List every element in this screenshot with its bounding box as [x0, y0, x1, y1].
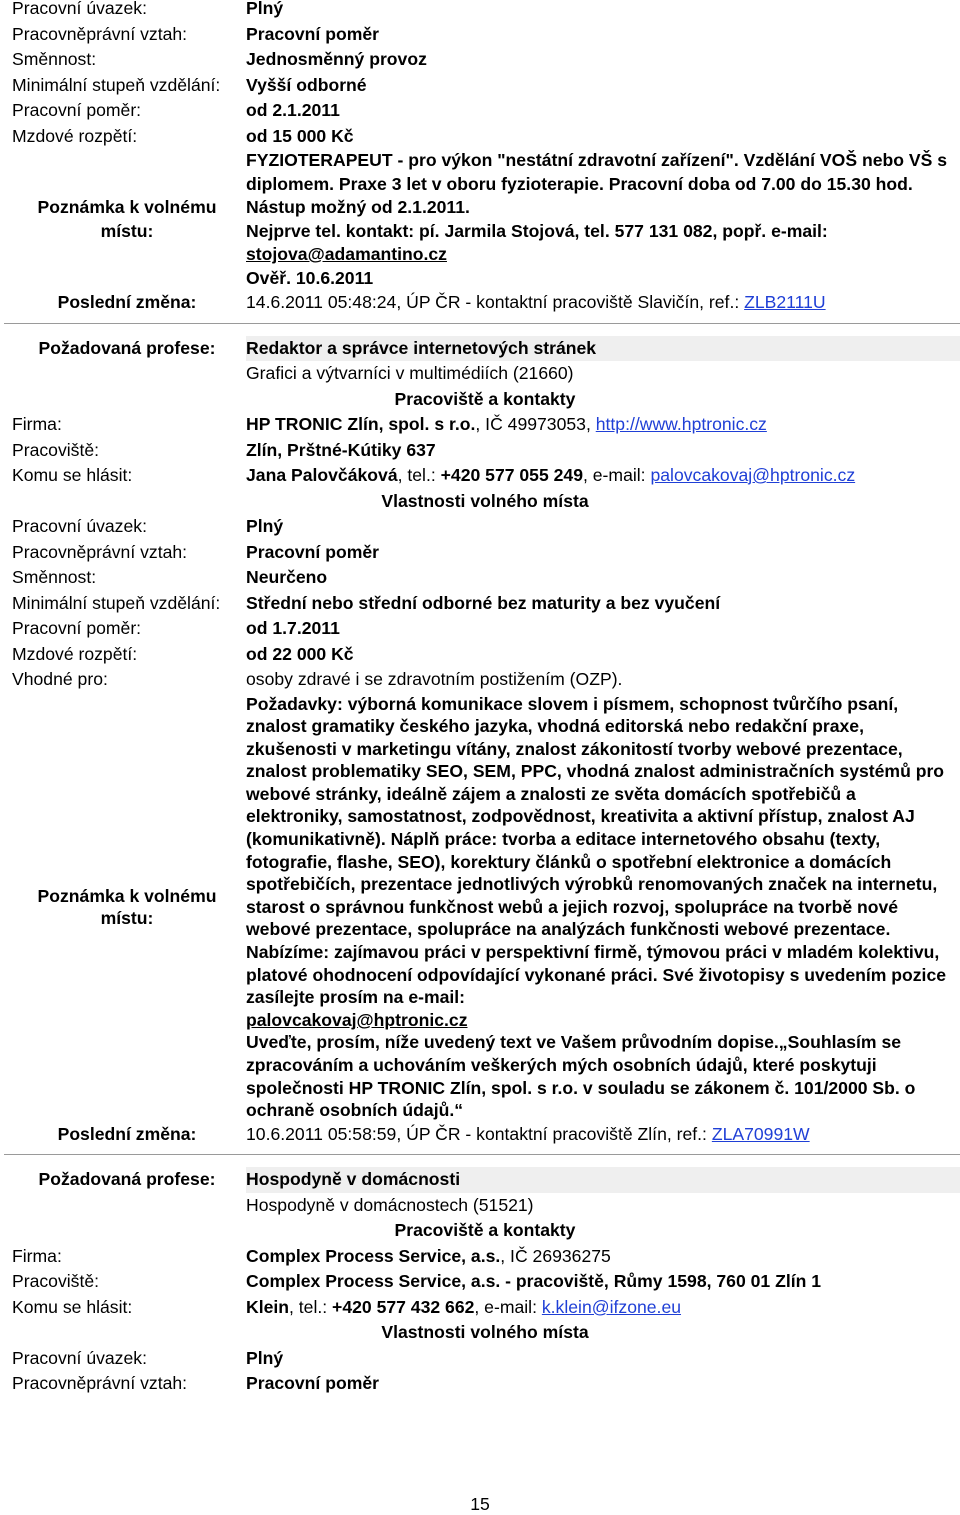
field-uvazek	[0, 0, 960, 22]
field-label: Mzdové rozpětí:	[12, 125, 138, 146]
company-name: HP TRONIC Zlín, spol. s r.o.	[246, 414, 476, 434]
field-vztah	[0, 1371, 960, 1397]
field-value	[246, 290, 960, 316]
field-smennost	[0, 47, 960, 73]
field-value	[246, 149, 960, 290]
profession-code: Hospodyně v domácnostech (51521)	[246, 1194, 534, 1215]
note-text: FYZIOTERAPEUT - pro výkon "nestátní zdravotní zařízení". Vzdělání VOŠ nebo VŠ s diplomem. Praxe 3 let v oboru fyzioterapie. Pracovní doba od 7.00 do 15.30 hod. Nástup možný od 2.1.2011. Nejprve tel. kontakt: pí. Jarmila Stojová, tel. 577 131 082, popř. e-mail:	[246, 150, 948, 241]
field-value: od 1.7.2011	[246, 618, 340, 638]
email-label: , e-mail:	[474, 1296, 542, 1317]
profession-title: Hospodyně v domácnosti	[246, 1167, 960, 1193]
contact-email-link[interactable]: k.klein@ifzone.eu	[541, 1296, 682, 1317]
field-label: Pracovněprávní vztah:	[12, 23, 188, 44]
note-email-link[interactable]: stojova@adamantino.cz	[246, 244, 447, 264]
field-uvazek	[0, 514, 960, 540]
field-profese	[0, 336, 960, 362]
field-label: Pracovní úvazek:	[12, 1347, 147, 1368]
field-label: Požadovaná profese:	[38, 1169, 216, 1190]
profession-code: Grafici a výtvarníci v multimédiích (21660)	[246, 363, 574, 383]
profession-title: Redaktor a správce internetových stránek	[246, 336, 960, 362]
field-value: Plný	[246, 0, 284, 18]
field-value: Pracovní poměr	[246, 23, 379, 44]
field-value: Jednosměnný provoz	[246, 49, 427, 69]
field-value: Plný	[246, 516, 284, 536]
field-vzdelani	[0, 73, 960, 99]
field-label: Pracovní poměr:	[12, 100, 142, 120]
field-label: Pracovní poměr:	[12, 618, 142, 638]
field-vztah	[0, 540, 960, 566]
page-number: 15	[470, 1494, 490, 1514]
field-value: Zlín, Prštné-Kútiky 637	[246, 439, 436, 460]
field-label: Poslední změna:	[57, 292, 197, 312]
field-value	[246, 1122, 960, 1148]
field-firma	[0, 1244, 960, 1270]
contact-phone: +420 577 432 662	[332, 1296, 475, 1317]
field-profese	[0, 1167, 960, 1193]
field-profese-sub	[0, 1193, 960, 1219]
field-label: Poslední změna:	[57, 1123, 197, 1144]
contact-name: Klein	[246, 1296, 290, 1317]
field-uvazek	[0, 1346, 960, 1372]
field-vhodne	[0, 667, 960, 693]
field-label: Pracoviště:	[12, 439, 100, 460]
field-rozpeti	[0, 642, 960, 668]
field-label: Firma:	[12, 414, 62, 434]
field-label: Komu se hlásit:	[12, 465, 133, 485]
field-vztah	[0, 22, 960, 48]
field-value: od 22 000 Kč	[246, 643, 354, 664]
email-label: , e-mail:	[583, 465, 651, 485]
field-zmena	[0, 290, 960, 316]
contact-name: Jana Palovčáková	[246, 465, 398, 485]
field-value: Vyšší odborné	[246, 74, 367, 95]
field-label: Poznámka k volnému místu:	[37, 197, 217, 241]
field-label: Vhodné pro:	[12, 669, 108, 689]
field-label: Pracovní úvazek:	[12, 516, 147, 536]
field-vzdelani	[0, 591, 960, 617]
company-name: Complex Process Service, a.s.	[246, 1245, 501, 1266]
field-value: Střední nebo střední odborné bez maturity a bez vyučení	[246, 592, 721, 613]
tel-label: , tel.:	[397, 465, 441, 485]
field-value	[246, 412, 960, 438]
field-label: Mzdové rozpětí:	[12, 643, 138, 664]
start-date: od 2.1.2011	[246, 100, 340, 120]
field-firma	[0, 412, 960, 438]
field-poznamka	[0, 149, 960, 290]
company-ic: , IČ 49973053,	[475, 414, 596, 434]
note-verified: Ověř. 10.6.2011	[246, 267, 374, 288]
field-value: Neurčeno	[246, 567, 328, 587]
field-label: Minimální stupeň vzdělání:	[12, 74, 221, 95]
field-value: osoby zdravé i se zdravotním postižením (OZP).	[246, 669, 623, 689]
field-zmena	[0, 1122, 960, 1148]
contact-phone: +420 577 055 249	[440, 465, 583, 485]
field-value	[246, 98, 960, 124]
field-label: Požadovaná profese:	[38, 337, 216, 358]
field-label: Pracovní úvazek:	[12, 0, 147, 18]
company-web-link[interactable]: http://www.hptronic.cz	[595, 414, 767, 434]
note-email-link[interactable]: palovcakovaj@hptronic.cz	[246, 1009, 468, 1030]
section-contacts: Pracoviště a kontakty	[394, 388, 576, 409]
field-value: od 15 000 Kč	[246, 125, 354, 146]
field-komu	[0, 463, 960, 489]
field-value: Pracovní poměr	[246, 541, 379, 562]
field-label: Směnnost:	[12, 49, 97, 69]
field-value: Plný	[246, 1347, 284, 1368]
job-listing-2	[0, 336, 960, 1148]
reference-link[interactable]: ZLB2111U	[744, 292, 826, 312]
field-pomer	[0, 98, 960, 124]
field-label: Komu se hlásit:	[12, 1296, 133, 1317]
field-label: Směnnost:	[12, 567, 97, 587]
section-properties: Vlastnosti volného místa	[381, 1322, 589, 1343]
contact-email-link[interactable]: palovcakovaj@hptronic.cz	[650, 465, 856, 485]
field-poznamka	[0, 693, 960, 1122]
field-pracoviste	[0, 1269, 960, 1295]
company-ic: , IČ 26936275	[500, 1245, 611, 1266]
field-profese-sub	[0, 361, 960, 387]
section-contacts: Pracoviště a kontakty	[394, 1220, 576, 1241]
field-value	[246, 463, 960, 489]
change-text: 10.6.2011 05:58:59, ÚP ČR - kontaktní pracoviště Zlín, ref.:	[246, 1123, 712, 1144]
field-pracoviste	[0, 438, 960, 464]
job-listing-3	[0, 1167, 960, 1397]
field-value	[246, 1244, 960, 1270]
change-text: 14.6.2011 05:48:24, ÚP ČR - kontaktní pracoviště Slavičín, ref.:	[246, 292, 745, 312]
field-label: Minimální stupeň vzdělání:	[12, 592, 221, 613]
divider	[4, 323, 960, 324]
field-label: Pracovněprávní vztah:	[12, 541, 188, 562]
field-smennost	[0, 565, 960, 591]
field-label: Poznámka k volnému místu:	[37, 885, 217, 929]
job-listing-1	[0, 0, 960, 316]
field-label: Pracoviště:	[12, 1271, 100, 1292]
divider	[4, 1154, 960, 1155]
field-value	[246, 693, 960, 1122]
field-label: Pracovněprávní vztah:	[12, 1373, 188, 1394]
field-value: Complex Process Service, a.s. - pracoviště, Růmy 1598, 760 01 Zlín 1	[246, 1271, 822, 1292]
field-komu	[0, 1295, 960, 1321]
field-pomer	[0, 616, 960, 642]
note-consent: Uveďte, prosím, níže uvedený text ve Vašem průvodním dopise.„Souhlasím se zpracováním a uchováním veškerých mých osobních údajů, které poskytuji společnosti HP TRONIC Zlín, spol. s r.o. v souladu se zákonem č. 101/2000 Sb. o ochraně osobních údajů.“	[246, 1032, 916, 1121]
note-text: Požadavky: výborná komunikace slovem i písmem, schopnost tvůrčího psaní, znalost gramatiky českého jazyka, vhodná editorská nebo redakční praxe, zkušenosti v marketingu vítány, znalost zákonitostí tvorby webové prezentace, znalost problematiky SEO, SEM, PPC, vhodná znalost administračních systémů pro webové stránky, ideálně zájem a znalosti ze světa domácích spotřebičů a elektroniky, samostatnost, zodpovědnost, kreativita a aktivní přístup, znalost AJ (komunikativně). Náplň práce: tvorba a editace internetového obsahu (texty, fotografie, flashe, SEO), korektury článků o spotřební elektronice a domácích spotřebičích, prezentace jednotlivých výrobků renomovaných značek na internetu, starost o správnou funkčnost webů a jejich rozvoj, spolupráce na tvorbě nové webové prezentace, spolupráce na analýzách funkčnosti webové prezentace. Nabízíme: zajímavou práci v perspektivní firmě, týmovou práci v mladém kolektivu, platové ohodnocení odpovídající vykonané práci. Své životopisy s uvedením pozice zasílejte prosím na e-mail:	[246, 693, 947, 1008]
tel-label: , tel.:	[289, 1296, 333, 1317]
reference-link[interactable]: ZLA70991W	[711, 1123, 810, 1144]
field-value	[246, 1295, 960, 1321]
field-value: Pracovní poměr	[246, 1373, 379, 1394]
section-properties: Vlastnosti volného místa	[381, 490, 589, 511]
field-rozpeti	[0, 124, 960, 150]
field-label: Firma:	[12, 1245, 62, 1266]
